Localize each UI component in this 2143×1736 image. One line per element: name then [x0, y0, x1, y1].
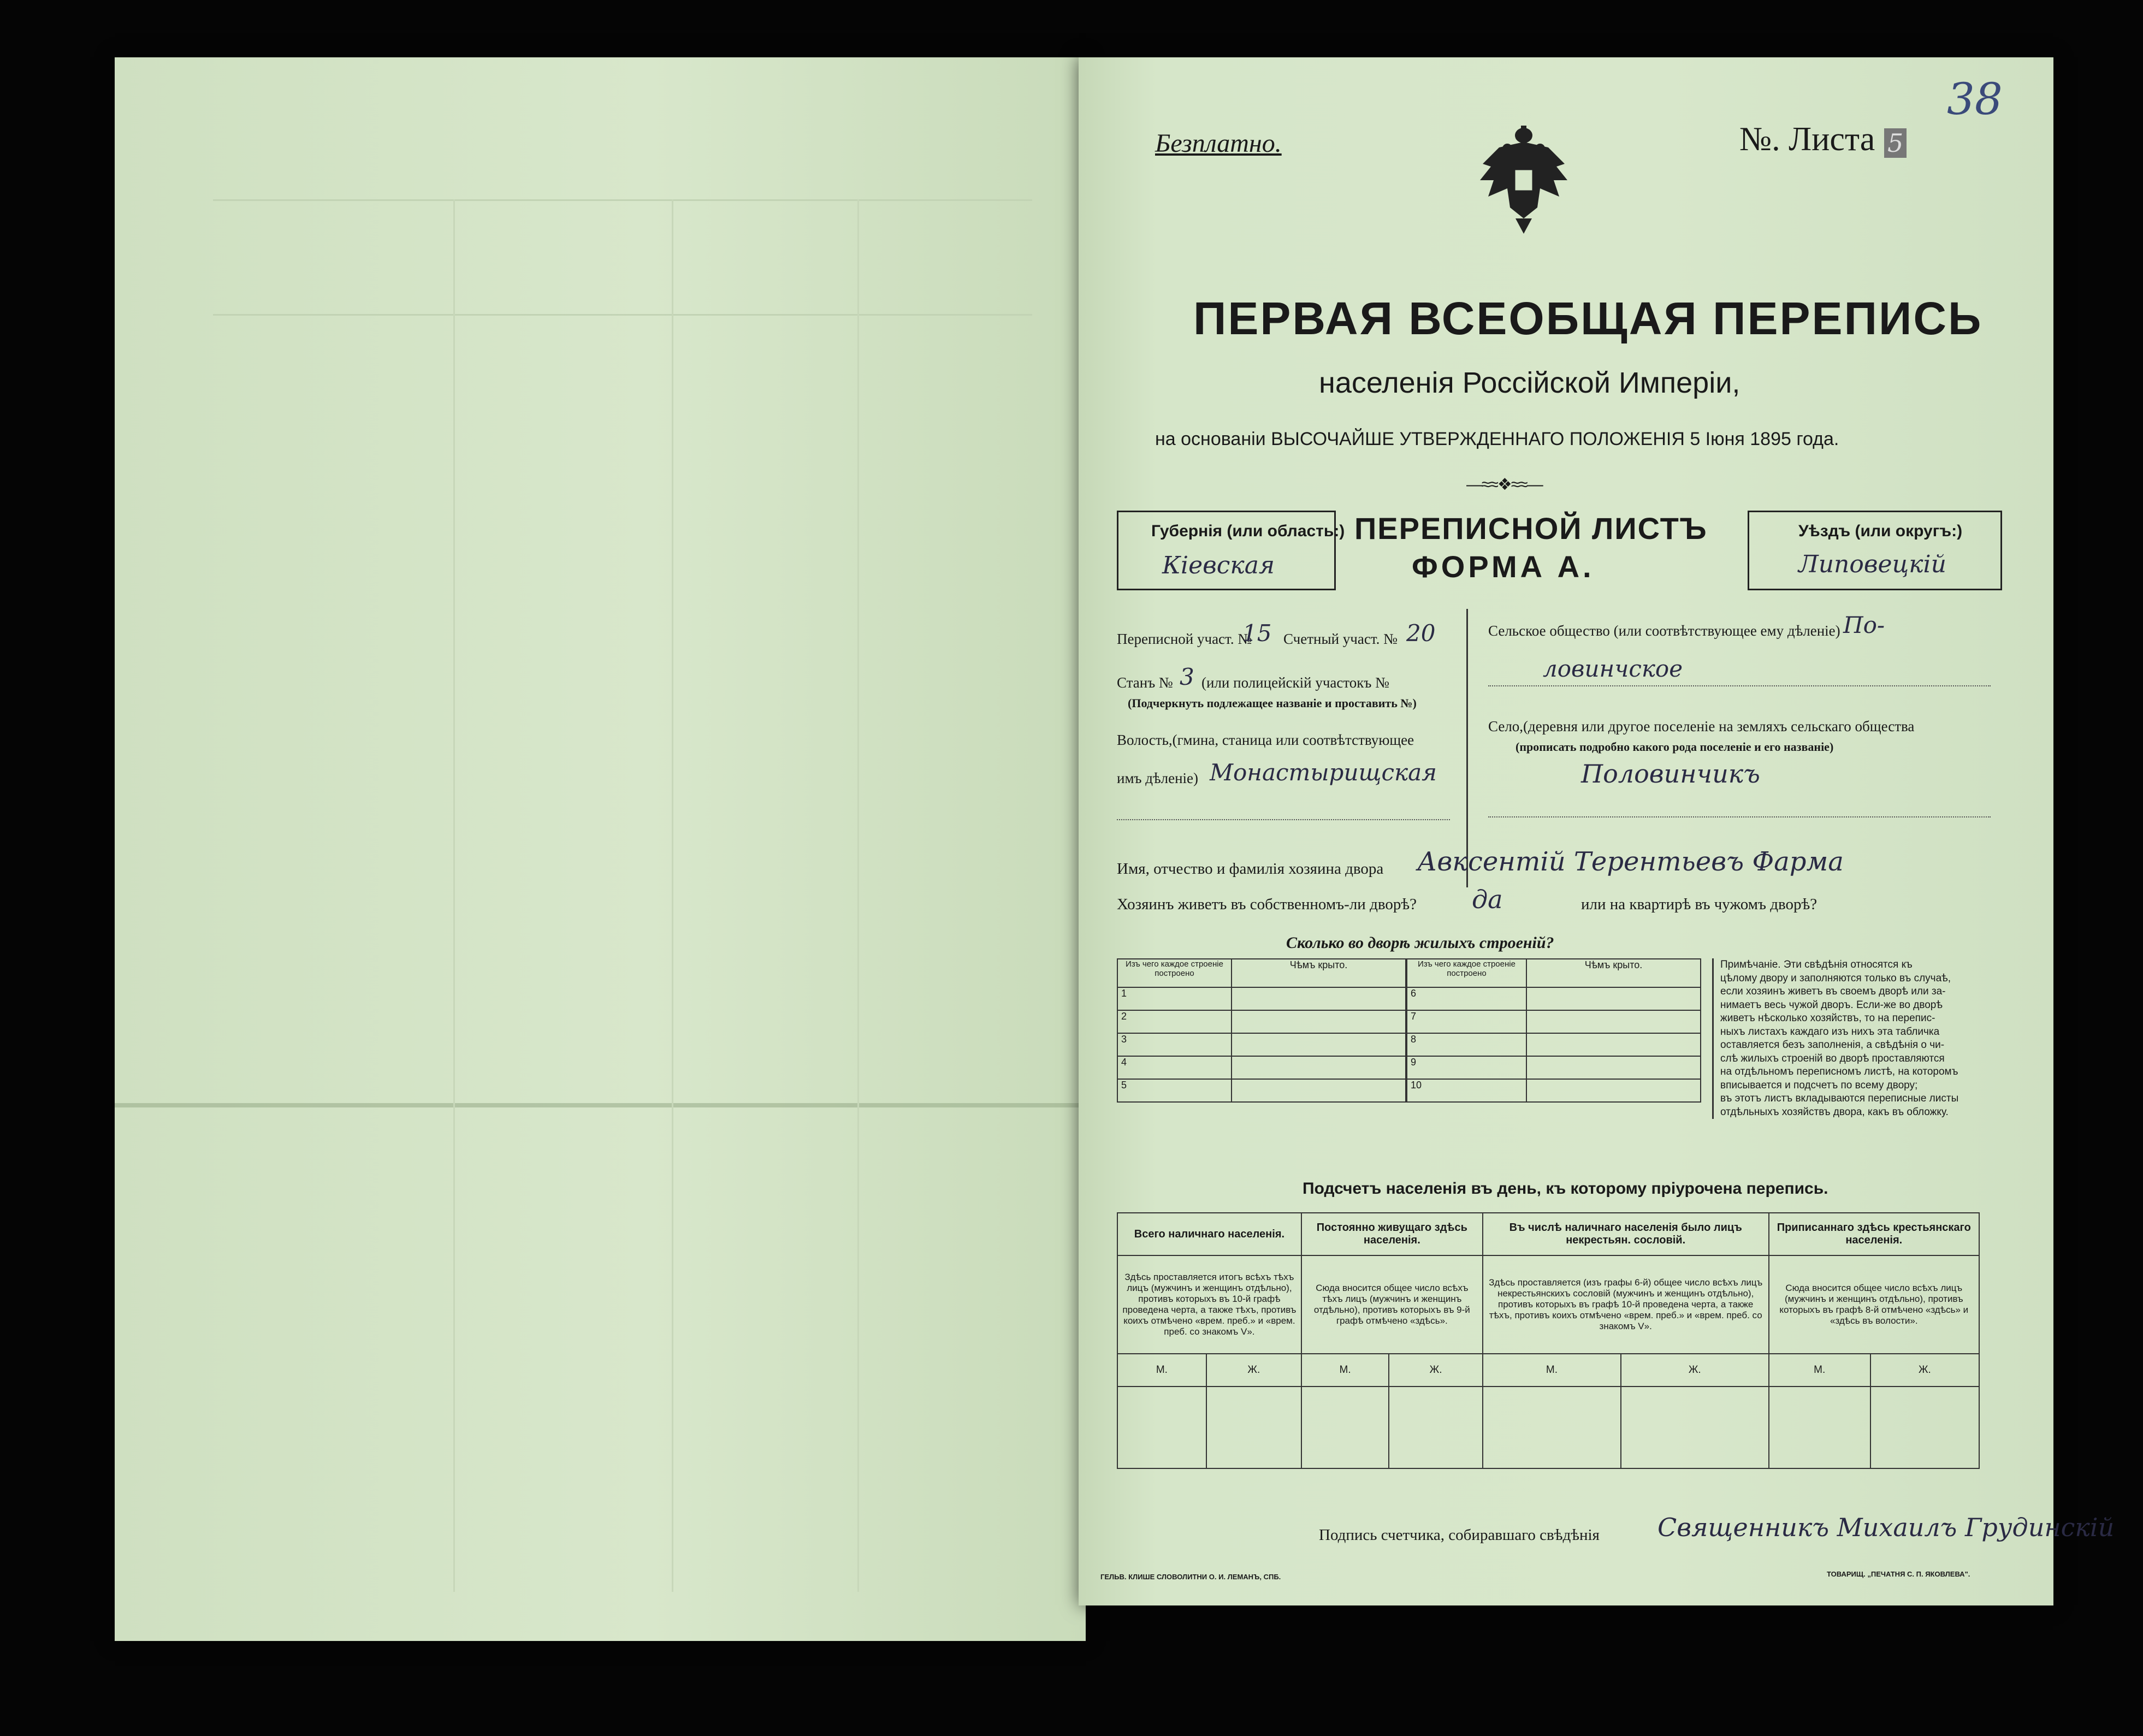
- col-material: Изъ чего каждое строеніе построено: [1117, 959, 1232, 987]
- uezd-label: Уѣздъ (или округъ:): [1798, 522, 1963, 540]
- village-note: (прописать подробно какого рода поселеніе и его названіе): [1516, 740, 1834, 754]
- owner-name-label: Имя, отчество и фамилія хозяина двора: [1117, 860, 1384, 878]
- row-number: 7: [1407, 1010, 1526, 1033]
- society-value-1: По-: [1843, 612, 1885, 638]
- society-blank-line: [1488, 685, 1991, 686]
- population-table: [1117, 1212, 1980, 1469]
- gubernia-value: Кіевская: [1162, 552, 1275, 579]
- village-value: Половинчикъ: [1581, 759, 1760, 789]
- row-number: 4: [1117, 1056, 1232, 1079]
- village-label: Село,(деревня или другое поселеніе на земляхъ сельскаго общества: [1488, 718, 1915, 734]
- row-number: 6: [1407, 987, 1526, 1010]
- basis-prefix: на основаніи: [1155, 429, 1266, 449]
- double-headed-eagle-icon: [1477, 126, 1570, 235]
- row-number: 5: [1117, 1079, 1232, 1102]
- stan-label: Станъ №: [1117, 674, 1173, 691]
- uezd-box: [1748, 511, 2002, 590]
- note-line: на отдѣльномъ переписномъ листѣ, на которомъ: [1720, 1066, 1958, 1077]
- gubernia-box: [1117, 511, 1345, 590]
- female-header: Ж.: [1870, 1354, 1979, 1387]
- volost-label-2: имъ дѣленіе): [1117, 770, 1199, 786]
- col-roof: Чѣмъ крыто.: [1526, 959, 1701, 987]
- female-header: Ж.: [1206, 1354, 1301, 1387]
- ornament-divider: —≈≈❖≈≈—: [1466, 476, 1542, 494]
- row-number: 2: [1117, 1010, 1232, 1033]
- pop-col-desc: Сюда вносится общее число всѣхъ тѣхъ лицъ (мужчинъ и женщинъ отдѣльно), противъ которыхъ въ 9-й графѣ отмѣчено «здѣсь».: [1301, 1255, 1483, 1354]
- page-title: ПЕРВАЯ ВСЕОБЩАЯ ПЕРЕПИСЬ: [1193, 293, 1983, 344]
- buildings-label: Сколько во дворѣ жилыхъ строеній?: [1286, 934, 1554, 952]
- owner-lives-label: Хозяинъ живетъ въ собственномъ-ли дворѣ?: [1117, 896, 1417, 913]
- count-district-value: 20: [1406, 620, 1436, 647]
- field-divider: [1466, 609, 1468, 887]
- note-line: если хозяинъ живетъ въ своемъ дворѣ или за-: [1720, 986, 1946, 997]
- female-header: Ж.: [1389, 1354, 1483, 1387]
- owner-lives-value: да: [1472, 885, 1503, 914]
- stan-alt-label: (или полицейскій участокъ №: [1201, 674, 1389, 691]
- signature-label: Подпись счетчика, собиравшаго свѣдѣнія: [1319, 1526, 1600, 1544]
- sheet-title: ПЕРЕПИСНОЙ ЛИСТЪ: [1354, 511, 1708, 546]
- note-block: [1712, 958, 2015, 1119]
- male-header: М.: [1117, 1354, 1206, 1387]
- page-subtitle: населенія Россійской Имперіи,: [1319, 366, 1741, 399]
- note-line: отдѣльныхъ хозяйствъ двора, какъ въ обложку.: [1720, 1106, 1949, 1118]
- gubernia-label: Губернія (или область:): [1151, 522, 1345, 540]
- row-number: 1: [1117, 987, 1232, 1010]
- footer-left: ГЕЛЬВ. КЛИШЕ СЛОВОЛИТНИ О. И. ЛЕМАНЪ, СПБ.: [1100, 1573, 1281, 1581]
- row-number: 10: [1407, 1079, 1526, 1102]
- col-roof: Чѣмъ крыто.: [1232, 959, 1406, 987]
- count-district-label: Счетный участ. №: [1283, 631, 1398, 647]
- male-header: М.: [1301, 1354, 1389, 1387]
- pop-col-desc: Здѣсь проставляется (изъ графы 6-й) общее число всѣхъ лицъ некрестьянскихъ сословій (мужчинъ и женщинъ отдѣльно), противъ которыхъ въ графѣ 10-й проведена черта, а также тѣхъ, противъ коихъ отмѣчено «врем. преб.» и «врем. преб. со знакомъ V».: [1483, 1255, 1769, 1354]
- sheet-number-value: 5: [1884, 128, 1907, 158]
- footer-right: ТОВАРИЩ. „ПЕЧАТНЯ С. П. ЯКОВЛЕВА".: [1827, 1570, 1970, 1578]
- male-header: М.: [1483, 1354, 1621, 1387]
- signature-value: Священникъ Михаилъ Грудинскій: [1657, 1513, 2115, 1542]
- owner-name-value: Авксентій Терентьевъ Фарма: [1417, 846, 1844, 877]
- form-name: ФОРМА А.: [1412, 549, 1595, 584]
- note-line: вписывается и подсчетъ по всему двору;: [1720, 1079, 1918, 1091]
- row-number: 9: [1407, 1056, 1526, 1079]
- pop-col-title: Постоянно живущаго здѣсь населенія.: [1301, 1213, 1483, 1255]
- note-line: нимаетъ весь чужой дворъ. Если-же во дворѣ: [1720, 999, 1943, 1011]
- buildings-table-right: [1406, 958, 1701, 1103]
- pop-col-title: Всего наличнаго населенія.: [1117, 1213, 1301, 1255]
- basis-date: 5 Іюня 1895 года.: [1690, 429, 1839, 449]
- ghost-rule: [672, 199, 673, 1592]
- note-line: слѣ жилыхъ строеній во дворѣ проставляются: [1720, 1052, 1945, 1064]
- census-district-value: 15: [1242, 620, 1272, 647]
- ghost-rule: [453, 199, 455, 1592]
- stan-value: 3: [1180, 663, 1194, 690]
- note-line: цѣлому двору и заполняются только въ случаѣ,: [1720, 972, 1951, 984]
- pop-col-title: Въ числѣ наличнаго населенія было лицъ некрестьян. сословій.: [1483, 1213, 1769, 1255]
- village-blank-line: [1488, 816, 1991, 817]
- pop-col-title: Приписаннаго здѣсь крестьянскаго населенія.: [1769, 1213, 1979, 1255]
- row-number: 8: [1407, 1033, 1526, 1056]
- stan-note: (Подчеркнуть подлежащее названіе и проставить №): [1128, 696, 1417, 710]
- ghost-rule: [213, 199, 1032, 201]
- census-district-label: Переписной участ. №: [1117, 631, 1252, 647]
- male-header: М.: [1769, 1354, 1870, 1387]
- female-header: Ж.: [1621, 1354, 1769, 1387]
- volost-blank-line: [1117, 819, 1450, 820]
- ghost-rule: [213, 314, 1032, 316]
- volost-value: Монастырищская: [1210, 759, 1437, 786]
- volost-label: Волость,(гмина, станица или соотвѣтствующее: [1117, 732, 1414, 748]
- buildings-table-left: [1117, 958, 1406, 1103]
- left-page: [115, 57, 1086, 1641]
- col-material: Изъ чего каждое строеніе построено: [1407, 959, 1526, 987]
- pop-col-desc: Сюда вносится общее число всѣхъ лицъ (мужчинъ и женщинъ отдѣльно), противъ которыхъ въ графѣ 8-й отмѣчено «здѣсь» и «здѣсь въ волости».: [1769, 1255, 1979, 1354]
- row-number: 3: [1117, 1033, 1232, 1056]
- society-label: Сельское общество (или соотвѣтствующее ему дѣленіе): [1488, 623, 1840, 639]
- fold-line: [115, 1103, 1086, 1107]
- basis-caps: ВЫСОЧАЙШЕ УТВЕРЖДЕННАГО ПОЛОЖЕНІЯ: [1271, 429, 1685, 449]
- uezd-value: Липовецкій: [1798, 550, 1946, 578]
- note-line: оставляется безъ заполненія, а свѣдѣнія о чи-: [1720, 1039, 1945, 1051]
- note-line: Примѣчаніе. Эти свѣдѣнія относятся къ: [1720, 959, 1913, 970]
- society-value-2: ловинчское: [1543, 655, 1683, 682]
- free-label: Безплатно.: [1155, 129, 1282, 158]
- ghost-rule: [857, 199, 859, 1592]
- archive-number: 38: [1947, 74, 2003, 125]
- census-form-page: [1079, 57, 2115, 1605]
- pop-col-desc: Здѣсь проставляется итогъ всѣхъ тѣхъ лицъ (мужчинъ и женщинъ отдѣльно), противъ которыхъ въ 10-й графѣ проведена черта, а также тѣхъ, противъ коихъ отмѣчено «врем. преб.» и «врем. преб. со знакомъ V».: [1117, 1255, 1301, 1354]
- basis-line: [1155, 429, 1839, 450]
- population-heading: Подсчетъ населенія въ день, къ которому пріурочена перепись.: [1303, 1180, 1828, 1198]
- note-line: ныхъ листахъ каждаго изъ нихъ эта табличка: [1720, 1026, 1940, 1038]
- note-line: въ этотъ листъ вкладываются переписные листы: [1720, 1093, 1959, 1104]
- note-line: живетъ нѣсколько хозяйствъ, то на перепис-: [1720, 1012, 1935, 1024]
- sheet-number-label: №. Листа: [1739, 121, 1875, 158]
- owner-or-label: или на квартирѣ въ чужомъ дворѣ?: [1581, 896, 1818, 913]
